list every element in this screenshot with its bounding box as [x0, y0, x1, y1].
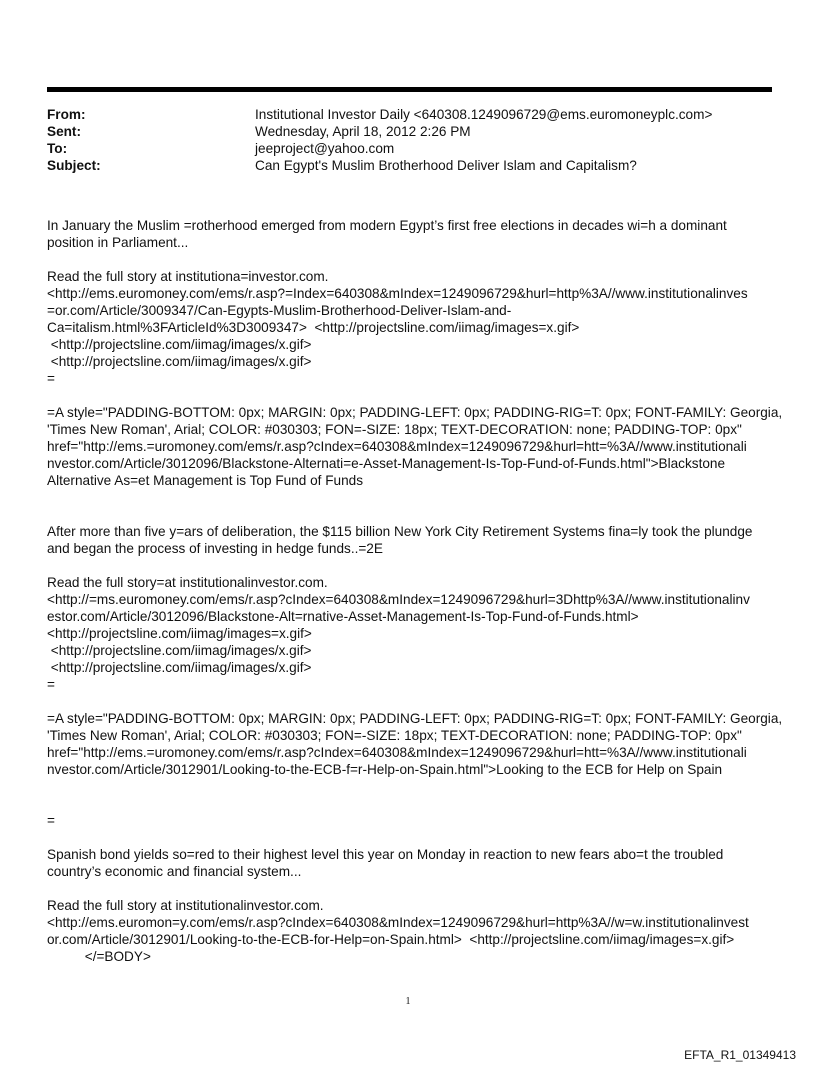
body-line: <http://projectsline.com/iimag/images/x.gif> — [47, 643, 312, 658]
sent-value: Wednesday, April 18, 2012 2:26 PM — [255, 124, 471, 139]
body-line: </=BODY> — [47, 949, 151, 964]
to-label: To: — [47, 141, 68, 156]
body-line — [47, 880, 772, 897]
header-separator-rule — [47, 87, 772, 92]
body-line: Read the full story=at institutionalinvestor.com. — [47, 575, 328, 590]
body-line: = — [47, 677, 55, 692]
body-line: position in Parliament... — [47, 235, 189, 250]
body-line — [47, 387, 772, 404]
body-line: <http://projectsline.com/iimag/images=x.gif> — [47, 626, 312, 641]
body-line: =A style="PADDING-BOTTOM: 0px; MARGIN: 0px; PADDING-LEFT: 0px; PADDING-RIG=T: 0px; FONT-FAMILY: Georgia, — [47, 405, 783, 420]
body-line: Spanish bond yields so=red to their highest level this year on Monday in reaction to new fears abo=t the troubled — [47, 847, 724, 862]
from-label: From: — [47, 107, 86, 122]
body-line — [47, 829, 772, 846]
body-line: =A style="PADDING-BOTTOM: 0px; MARGIN: 0px; PADDING-LEFT: 0px; PADDING-RIG=T: 0px; FONT-FAMILY: Georgia, — [47, 711, 783, 726]
body-line — [47, 489, 772, 506]
header-row-from — [47, 106, 777, 123]
email-body — [47, 217, 783, 965]
body-line: <http://projectsline.com/iimag/images/x.gif> — [47, 660, 312, 675]
body-line: 'Times New Roman', Arial; COLOR: #030303; FON=-SIZE: 18px; TEXT-DECORATION: none; PADDING-TOP: 0px" — [47, 422, 742, 437]
header-row-sent — [47, 123, 777, 140]
body-line: <http://projectsline.com/iimag/images/x.gif> — [47, 354, 312, 369]
body-line — [47, 693, 772, 710]
sent-label: Sent: — [47, 124, 81, 139]
header-row-to — [47, 140, 777, 157]
body-line: Read the full story at institutionalinvestor.com. — [47, 898, 324, 913]
body-line: href="http://ems.=uromoney.com/ems/r.asp?cIndex=640308&mIndex=1249096729&hurl=htt=%3A//www.institutionali — [47, 439, 747, 454]
body-line — [47, 795, 772, 812]
body-line: href="http://ems.=uromoney.com/ems/r.asp?cIndex=640308&mIndex=1249096729&hurl=htt=%3A//www.institutionali — [47, 745, 747, 760]
subject-label: Subject: — [47, 158, 101, 173]
body-line: estor.com/Article/3012096/Blackstone-Alt=rnative-Asset-Management-Is-Top-Fund-of-Funds.html> — [47, 609, 639, 624]
to-value: jeeproject@yahoo.com — [255, 141, 395, 156]
body-line: nvestor.com/Article/3012096/Blackstone-Alternati=e-Asset-Management-Is-Top-Fund-of-Funds.html">Blackstone — [47, 456, 726, 471]
body-line: =or.com/Article/3009347/Can-Egypts-Muslim-Brotherhood-Deliver-Islam-and- — [47, 303, 512, 318]
body-line: country’s economic and financial system... — [47, 864, 302, 879]
body-line: <http://ems.euromon=y.com/ems/r.asp?cIndex=640308&mIndex=1249096729&hurl=http%3A//w=w.institutionalinvest — [47, 915, 749, 930]
body-line: 'Times New Roman', Arial; COLOR: #030303; FON=-SIZE: 18px; TEXT-DECORATION: none; PADDING-TOP: 0px" — [47, 728, 742, 743]
body-line: Alternative As=et Management is Top Fund of Funds — [47, 473, 363, 488]
body-line: Ca=italism.html%3FArticleId%3D3009347> <http://projectsline.com/iimag/images=x.gif> — [47, 320, 580, 335]
body-line — [47, 506, 772, 523]
body-line: After more than five y=ars of deliberation, the $115 billion New York City Retirement Systems fina=ly took the plundge — [47, 524, 753, 539]
body-line: and began the process of investing in hedge funds..=2E — [47, 541, 383, 556]
body-line: Read the full story at institutiona=investor.com. — [47, 269, 329, 284]
header-row-subject — [47, 157, 777, 174]
body-line — [47, 557, 772, 574]
body-line: or.com/Article/3012901/Looking-to-the-ECB-for-Help=on-Spain.html> <http://projectsline.com/iimag/images=x.gif> — [47, 932, 735, 947]
body-line: = — [47, 371, 55, 386]
email-header-block — [47, 106, 777, 174]
body-line: <http://projectsline.com/iimag/images/x.gif> — [47, 337, 312, 352]
page-number: 1 — [405, 996, 411, 1007]
from-value: Institutional Investor Daily <640308.1249096729@ems.euromoneyplc.com> — [255, 107, 713, 122]
body-line — [47, 251, 772, 268]
body-line: <http://ems.euromoney.com/ems/r.asp?=Index=640308&mIndex=1249096729&hurl=http%3A//www.institutionalinves — [47, 286, 748, 301]
body-line: <http://=ms.euromoney.com/ems/r.asp?cIndex=640308&mIndex=1249096729&hurl=3Dhttp%3A//www.institutionalinv — [47, 592, 750, 607]
body-line — [47, 778, 772, 795]
body-line: In January the Muslim =rotherhood emerged from modern Egypt’s first free elections in decades wi=h a dominant — [47, 218, 727, 233]
document-id: EFTA_R1_01349413 — [684, 1048, 796, 1062]
body-line: = — [47, 813, 55, 828]
subject-value: Can Egypt's Muslim Brotherhood Deliver Islam and Capitalism? — [255, 158, 637, 173]
body-line: nvestor.com/Article/3012901/Looking-to-the-ECB-f=r-Help-on-Spain.html">Looking to the ECB for Help on Spain — [47, 762, 723, 777]
